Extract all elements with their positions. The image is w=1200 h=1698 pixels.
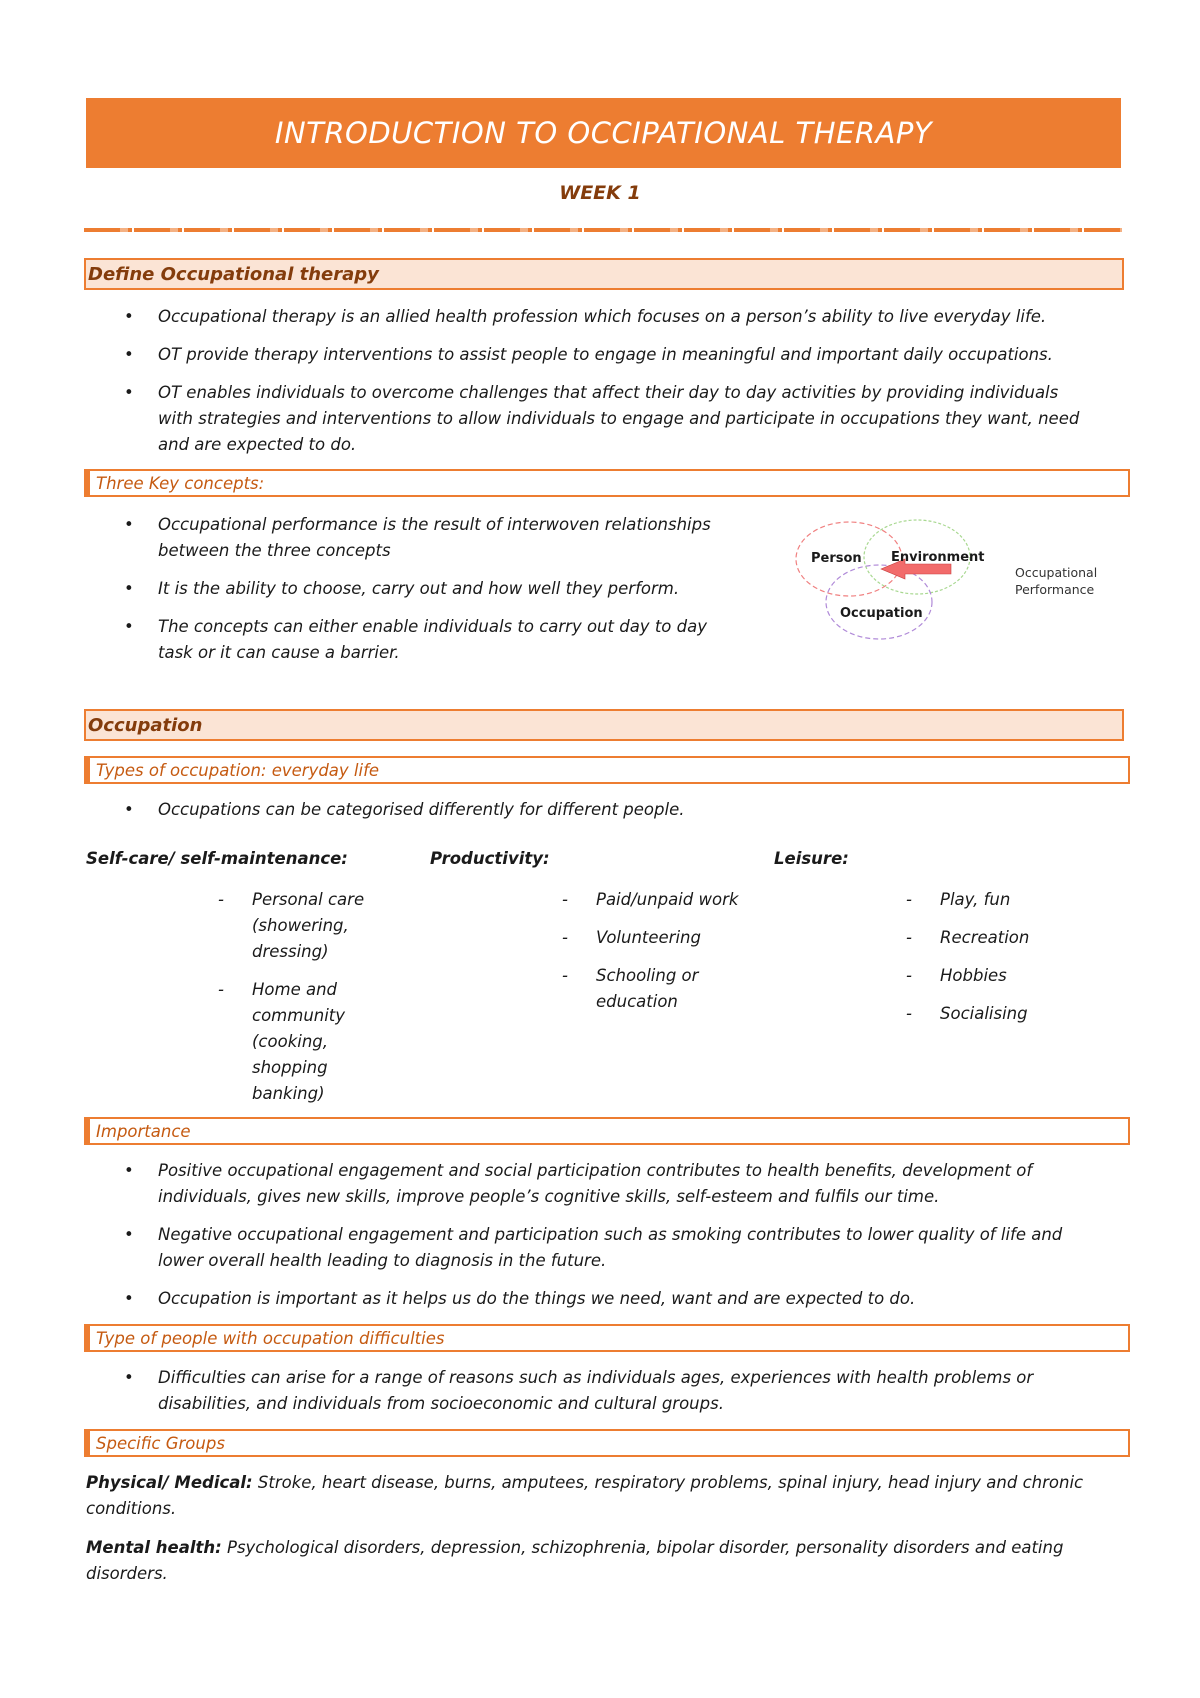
bullet-icon: • — [124, 1225, 134, 1244]
week-label: WEEK 1 — [559, 182, 641, 204]
dash-icon: - — [562, 890, 568, 909]
diagram-label-person: Person — [811, 551, 862, 566]
list-item-continuation: with strategies and interventions to allow individuals to engage and participate in occupations they want, need — [158, 409, 1080, 428]
dash-icon: - — [906, 966, 912, 985]
bullet-icon: • — [124, 515, 134, 534]
document-title-bar — [86, 98, 1121, 168]
group-mental-health: Mental health: Psychological disorders, depression, schizophrenia, bipolar disorder, personality disorders and eating — [86, 1538, 1064, 1557]
column-heading-productivity: Productivity: — [430, 849, 550, 868]
bullet-icon: • — [124, 800, 134, 819]
bullet-icon: • — [124, 1289, 134, 1308]
subsection-heading-types: Types of occupation: everyday life — [84, 756, 1130, 784]
bullet-icon: • — [124, 1161, 134, 1180]
bullet-icon: • — [124, 383, 134, 402]
subsection-heading-difficulties: Type of people with occupation difficulties — [84, 1324, 1130, 1352]
document-title: INTRODUCTION TO OCCIPATIONAL THERAPY — [274, 116, 933, 150]
bullet-icon: • — [124, 345, 134, 364]
bullet-icon: • — [124, 617, 134, 636]
dashed-divider — [84, 228, 1122, 232]
subsection-heading-specific-groups: Specific Groups — [84, 1429, 1130, 1457]
dash-icon: - — [562, 966, 568, 985]
bullet-icon: • — [124, 579, 134, 598]
list-item-continuation: between the three concepts — [158, 541, 391, 560]
dash-icon: - — [906, 1004, 912, 1023]
list-item-continuation: disabilities, and individuals from socioeconomic and cultural groups. — [158, 1394, 724, 1413]
section-heading-text: Define Occupational therapy — [88, 263, 379, 285]
subsection-heading-importance: Importance — [84, 1117, 1130, 1145]
diagram-arrow-label-line1: Occupational — [1015, 565, 1098, 580]
list-item-continuation: lower overall health leading to diagnosis in the future. — [158, 1251, 607, 1270]
column-heading-leisure: Leisure: — [774, 849, 849, 868]
diagram-label-environment: Environment — [891, 550, 985, 565]
dash-icon: - — [562, 928, 568, 947]
occupational-performance-diagram — [783, 515, 1103, 645]
list-item-continuation: and are expected to do. — [158, 435, 357, 454]
group-physical-medical: Physical/ Medical: Stroke, heart disease, burns, amputees, respiratory problems, spinal injury, head injury and chronic — [86, 1473, 1084, 1492]
dash-icon: - — [906, 928, 912, 947]
section-heading-define — [84, 258, 1124, 290]
group-mental-continuation: disorders. — [86, 1564, 168, 1583]
bullet-icon: • — [124, 307, 134, 326]
subsection-heading-key-concepts: Three Key concepts: — [84, 469, 1130, 497]
diagram-arrow-label-line2: Performance — [1015, 582, 1095, 597]
dash-icon: - — [218, 890, 224, 909]
dash-icon: - — [218, 980, 224, 999]
list-item-continuation: individuals, gives new skills, improve people’s cognitive skills, self-esteem and fulfils our time. — [158, 1187, 940, 1206]
section-heading-occupation: Occupation — [84, 709, 1124, 741]
dash-icon: - — [906, 890, 912, 909]
column-heading-self-care: Self-care/ self-maintenance: — [86, 849, 348, 868]
list-item-continuation: task or it can cause a barrier. — [158, 643, 400, 662]
group-physical-continuation: conditions. — [86, 1499, 177, 1518]
bullet-icon: • — [124, 1368, 134, 1387]
diagram-label-occupation: Occupation — [840, 606, 923, 621]
